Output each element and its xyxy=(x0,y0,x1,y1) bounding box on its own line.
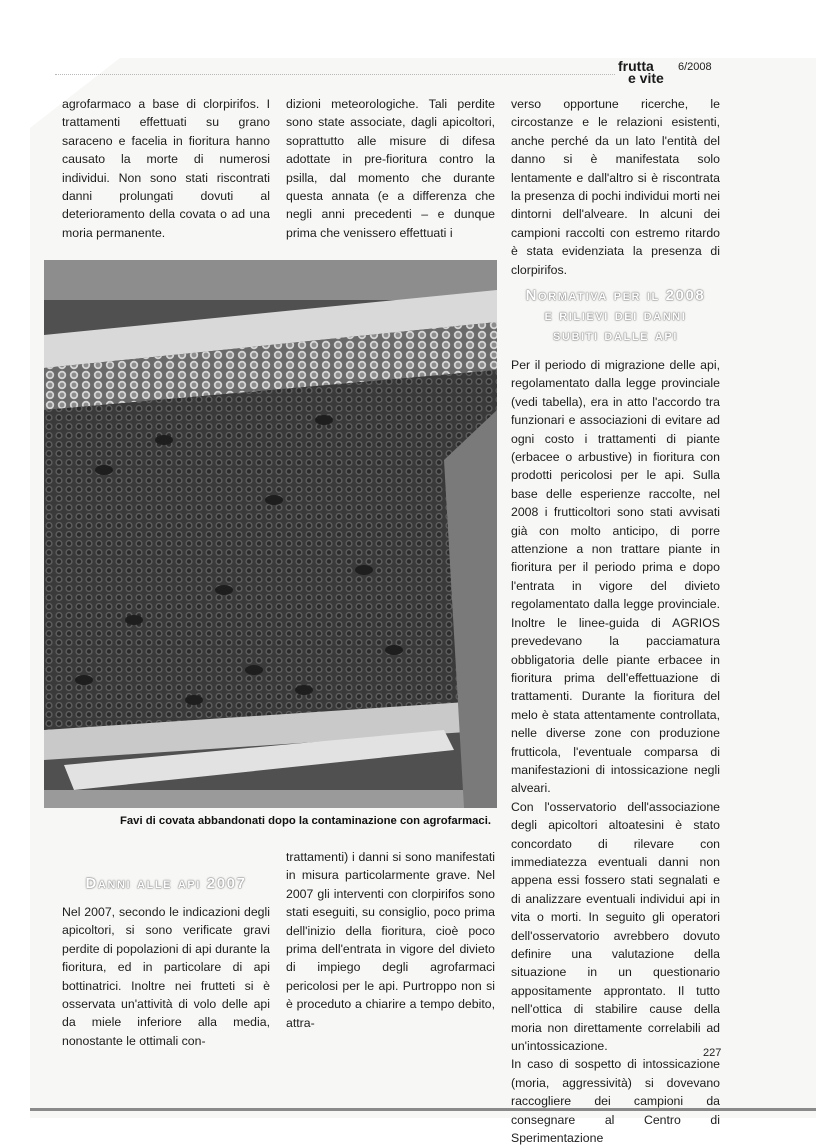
paragraph: Per il periodo di migrazione delle api, regolamentato dalla legge provinciale (vedi tabella), era in atto l'accordo tra funzionari e associazioni di evitare ad ogni costo i trattamenti di piante (erbacee o arbustive) in fioritura con prodotti pericolosi per le api. Sulla base delle esperienze raccolte, nel 2008 i frutticoltori sono stati avvisati già con molto anticipo, di porre attenzione a non trattare piante in fioritura per il periodo prima e dopo l'entrata in vigore del divieto regolamentato dalla legge provinciale. Inoltre le linee-guida di AGRIOS prevedevano la pacciamatura obbligatoria delle piante erbacee in fioritura prima dell'effettuazione di trattamenti. Durante la fioritura del melo è stata attentamente controllata, nelle diverse zone con produzione frutticola, l'eventuale comparsa di manifestazioni di intossicazione negli alveari. xyxy=(511,358,720,796)
honeycomb-photo xyxy=(44,260,497,808)
page-number: 227 xyxy=(703,1047,722,1059)
column3-body xyxy=(511,356,720,1147)
heading-line: e rilievi dei danni xyxy=(544,307,687,324)
header-rule xyxy=(55,74,615,75)
paragraph: Con l'osservatorio dell'associazione degli apicoltori altoatesini è stato concordato di rilevare con immediatezza eventuali danni non appena essi fossero stati segnalati e di analizzare eventuali individui api in vita o morti. In seguito gli operatori dell'osservatorio avrebbero dovuto definire una valutazione della situazione in un questionario appositamente approntato. Il tutto nell'ottica di stabilire cause della moria non direttamente correlabili ad un'intossicazione. xyxy=(511,799,720,1054)
paragraph: dizioni meteorologiche. Tali perdite sono state associate, dagli apicoltori, soprattutto alle misure di difesa adottate in pre-fioritura contro la psilla, dal momento che durante questa annata (e a differenza che negli anni precedenti – e dunque prima che venissero effettuati i xyxy=(286,97,495,240)
magazine-logo xyxy=(618,60,678,84)
photo-caption: Favi di covata abbandonati dopo la contaminazione con agrofarmaci. xyxy=(120,815,491,827)
section-heading-normativa xyxy=(511,286,720,346)
section-heading-danni: Danni alle api 2007 xyxy=(85,875,247,892)
magazine-title-line1: frutta xyxy=(618,58,654,74)
paragraph: Nel 2007, secondo le indicazioni degli apicoltori, si sono verificate gravi perdite di popolazioni di api durante la fioritura, ed in particolare di api bottinatrici. Inoltre nei frutteti si è osservata un'attività di volo delle api da miele inferiore alla media, nonostante le ottimali con- xyxy=(62,905,270,1048)
column3-intro xyxy=(511,95,720,279)
heading-line: Normativa per il 2008 xyxy=(525,287,706,304)
issue-number: 6/2008 xyxy=(678,61,712,73)
paragraph: trattamenti) i danni si sono manifestati in misura particolarmente grave. Nel 2007 gli interventi con clorpirifos sono stati eseguiti, su consiglio, poco prima dell'inizio della fioritura, cioè poco prima dell'entrata in vigore del divieto di impiego degli agrofarmaci pericolosi per le api. Purtroppo non si è proceduto a chiarire a tempo debito, attra- xyxy=(286,850,495,1030)
magazine-title-line2: e vite xyxy=(628,70,664,86)
honeycomb-illustration xyxy=(44,260,497,808)
column2-bottom xyxy=(286,848,495,1032)
heading-line: subiti dalle api xyxy=(553,327,678,344)
column2-top xyxy=(286,95,495,242)
paragraph: verso opportune ricerche, le circostanze e le relazioni esistenti, anche perché da un lato l'entità del danno si è manifestata solo lentamente e dall'altro si è riscontrata la presenza di pochi individui morti nei dintorni dell'alveare. In alcuni dei campioni raccolti con estremo ritardo è stata evidenziata la presenza di clorpirifos. xyxy=(511,97,720,277)
column1-bottom xyxy=(62,903,270,1050)
paragraph: agrofarmaco a base di clorpirifos. I trattamenti effettuati su grano saraceno e facelia in fioritura hanno causato la morte di numerosi individui. Non sono stati riscontrati danni prolungati dovuti al deterioramento della covata o ad una moria permanente. xyxy=(62,97,270,240)
paragraph: In caso di sospetto di intossicazione (moria, aggressività) si dovevano raccogliere dei campioni da consegnare al Centro di Sperimentazione xyxy=(511,1057,720,1146)
column1-top xyxy=(62,95,270,242)
